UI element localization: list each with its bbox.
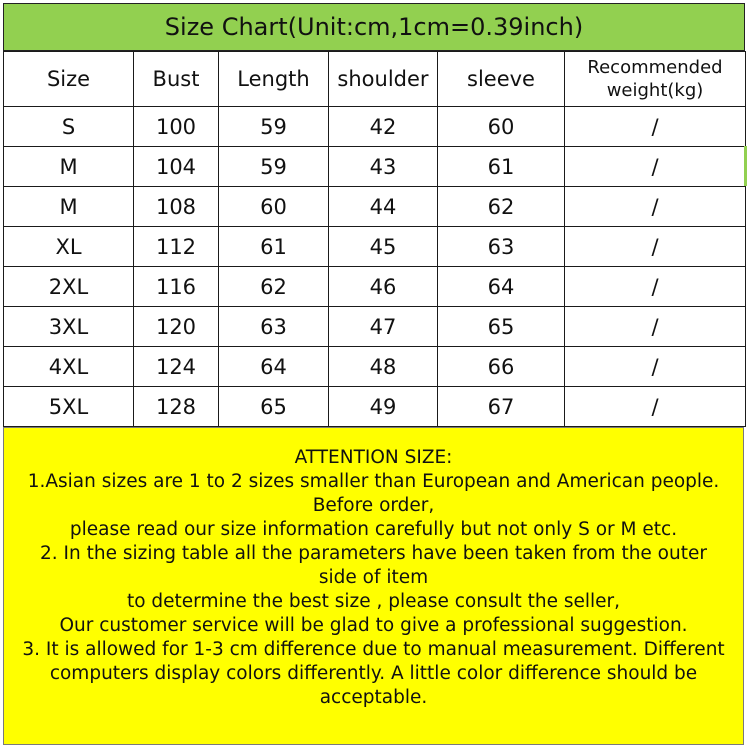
cell-shoulder: 44 xyxy=(329,187,438,227)
cell-size: M xyxy=(4,187,134,227)
notice-line: ATTENTION SIZE: xyxy=(294,447,453,468)
table-row xyxy=(4,147,746,187)
cell-bust: 128 xyxy=(134,387,219,427)
table-row xyxy=(4,307,746,347)
cell-size: XL xyxy=(4,227,134,267)
cell-sleeve: 61 xyxy=(438,147,565,187)
notice-line: 1.Asian sizes are 1 to 2 sizes smaller than European and American people. xyxy=(27,471,720,492)
cell-bust: 124 xyxy=(134,347,219,387)
cell-sleeve: 65 xyxy=(438,307,565,347)
table-row xyxy=(4,267,746,307)
notice-line: Our customer service will be glad to give a professional suggestion. xyxy=(59,615,688,636)
notice-line: computers display colors differently. A little color difference should be xyxy=(49,663,698,684)
cell-bust: 108 xyxy=(134,187,219,227)
cell-sleeve: 63 xyxy=(438,227,565,267)
cell-shoulder: 43 xyxy=(329,147,438,187)
cell-size: 3XL xyxy=(4,307,134,347)
header-weight-kg: weight(kg) xyxy=(606,80,704,101)
header-shoulder: shoulder xyxy=(329,52,438,107)
cell-weight: / xyxy=(565,267,746,307)
notice-line: Before order, xyxy=(312,495,435,516)
header-row xyxy=(4,52,746,107)
cell-size: 5XL xyxy=(4,387,134,427)
attention-notice xyxy=(3,427,744,745)
cell-length: 65 xyxy=(219,387,329,427)
cell-length: 63 xyxy=(219,307,329,347)
cell-bust: 104 xyxy=(134,147,219,187)
header-length: Length xyxy=(219,52,329,107)
cell-length: 59 xyxy=(219,107,329,147)
cell-sleeve: 60 xyxy=(438,107,565,147)
notice-line: 3. It is allowed for 1-3 cm difference due to manual measurement. Different xyxy=(22,639,725,660)
cell-size: M xyxy=(4,147,134,187)
cell-sleeve: 64 xyxy=(438,267,565,307)
cell-shoulder: 42 xyxy=(329,107,438,147)
cell-size: 2XL xyxy=(4,267,134,307)
cell-shoulder: 47 xyxy=(329,307,438,347)
table-row xyxy=(4,227,746,267)
notice-line: acceptable. xyxy=(319,687,428,708)
cell-sleeve: 67 xyxy=(438,387,565,427)
notice-line: side of item xyxy=(318,567,429,588)
cell-shoulder: 45 xyxy=(329,227,438,267)
cell-length: 62 xyxy=(219,267,329,307)
cell-bust: 100 xyxy=(134,107,219,147)
cell-weight: / xyxy=(565,307,746,347)
table-row xyxy=(4,107,746,147)
table-row xyxy=(4,347,746,387)
chart-title: Size Chart(Unit:cm,1cm=0.39inch) xyxy=(3,3,745,51)
cell-shoulder: 49 xyxy=(329,387,438,427)
cell-length: 64 xyxy=(219,347,329,387)
notice-line: 2. In the sizing table all the parameters have been taken from the outer xyxy=(40,543,707,564)
cell-bust: 112 xyxy=(134,227,219,267)
cell-weight: / xyxy=(565,107,746,147)
cell-sleeve: 66 xyxy=(438,347,565,387)
cell-sleeve: 62 xyxy=(438,187,565,227)
cell-bust: 116 xyxy=(134,267,219,307)
size-chart xyxy=(3,3,745,427)
header-bust: Bust xyxy=(134,52,219,107)
cell-weight: / xyxy=(565,387,746,427)
cell-size: 4XL xyxy=(4,347,134,387)
table-row xyxy=(4,387,746,427)
notice-line: please read our size information carefully but not only S or M etc. xyxy=(69,519,678,540)
cell-shoulder: 46 xyxy=(329,267,438,307)
header-recommended: Recommended xyxy=(587,57,723,78)
cell-shoulder: 48 xyxy=(329,347,438,387)
size-table xyxy=(3,51,746,427)
cell-length: 60 xyxy=(219,187,329,227)
header-recommended-weight xyxy=(565,52,746,107)
cell-weight: / xyxy=(565,187,746,227)
cell-weight: / xyxy=(565,147,746,187)
cell-length: 59 xyxy=(219,147,329,187)
cell-bust: 120 xyxy=(134,307,219,347)
cell-weight: / xyxy=(565,347,746,387)
header-size: Size xyxy=(4,52,134,107)
notice-line: to determine the best size , please consult the seller, xyxy=(126,591,621,612)
cell-weight: / xyxy=(565,227,746,267)
table-row xyxy=(4,187,746,227)
header-sleeve: sleeve xyxy=(438,52,565,107)
cell-size: S xyxy=(4,107,134,147)
cell-length: 61 xyxy=(219,227,329,267)
